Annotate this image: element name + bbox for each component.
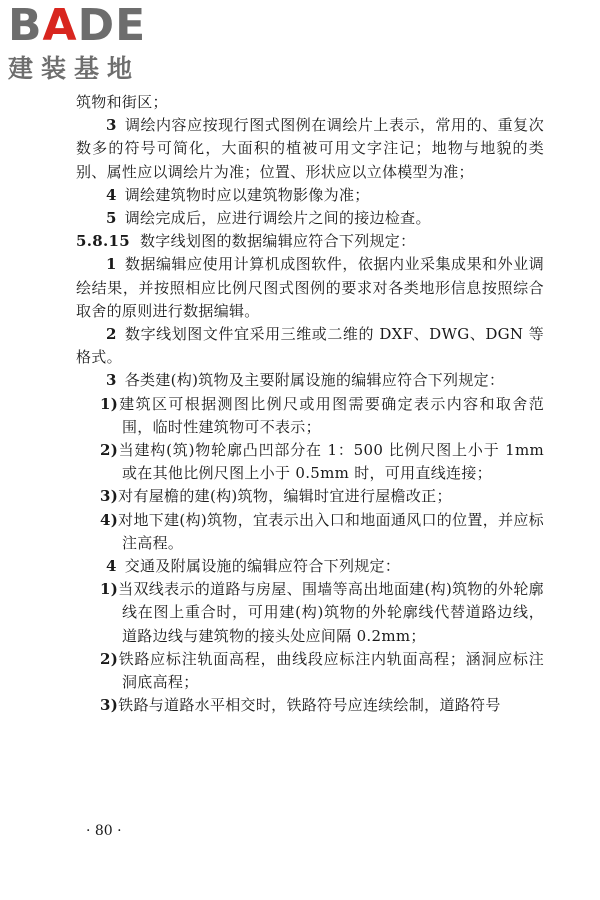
sub-item: 3)铁路与道路水平相交时，铁路符号应连续绘制，道路符号 — [100, 696, 501, 715]
logo-wordmark: BADE — [8, 0, 147, 51]
paragraph: 5 调绘完成后，应进行调绘片之间的接边检查。 — [106, 209, 431, 228]
paragraph: 2 数字线划图文件宜采用三维或二维的 DXF、DWG、DGN 等格式。 — [76, 325, 544, 367]
page-number: · 80 · — [86, 823, 122, 839]
sub-item: 1)当双线表示的道路与房屋、围墙等高出地面建(构)筑物的外轮廓线在图上重合时，可用建(构)筑物的外轮廓线代替道路边线，道路边线与建筑物的接头处应间隔 0.2mm； — [100, 580, 544, 645]
paragraph: 筑物和街区； — [76, 93, 168, 111]
paragraph: 3 各类建(构)筑物及主要附属设施的编辑应符合下列规定： — [106, 371, 505, 390]
sub-item: 2)当建构(筑)物轮廓凸凹部分在 1：500 比例尺图上小于 1mm 或在其他比例尺图上小于 0.5mm 时，可用直线连接； — [100, 441, 544, 483]
bade-logo — [8, 2, 178, 84]
sub-item: 4)对地下建(构)筑物，宜表示出入口和地面通风口的位置，并应标注高程。 — [100, 510, 544, 552]
clause-heading: 5.8.15 数字线划图的数据编辑应符合下列规定： — [76, 232, 416, 251]
paragraph: 4 调绘建筑物时应以建筑物影像为准； — [106, 185, 370, 204]
document-body — [76, 91, 544, 717]
logo-subtitle: 建装基地 — [8, 54, 141, 83]
sub-item: 2)铁路应标注轨面高程，曲线段应标注内轨面高程；涵洞应标注洞底高程； — [100, 649, 544, 692]
sub-item: 1)建筑区可根据测图比例尺或用图需要确定表示内容和取舍范围，临时性建筑物可不表示； — [100, 394, 544, 436]
paragraph: 3 调绘内容应按现行图式图例在调绘片上表示，常用的、重复次数多的符号可简化，大面积的植被可用文字注记；地物与地貌的类别、属性应以调绘片为准；位置、形状应以立体模型为准； — [76, 116, 544, 181]
paragraph: 4 交通及附属设施的编辑应符合下列规定： — [106, 557, 401, 576]
paragraph: 1 数据编辑应使用计算机成图软件，依据内业采集成果和外业调绘结果，并按照相应比例尺图式图例的要求对各类地形信息按照综合取舍的原则进行数据编辑。 — [76, 255, 544, 320]
sub-item: 3)对有屋檐的建(构)筑物，编辑时宜进行屋檐改正； — [100, 487, 452, 506]
